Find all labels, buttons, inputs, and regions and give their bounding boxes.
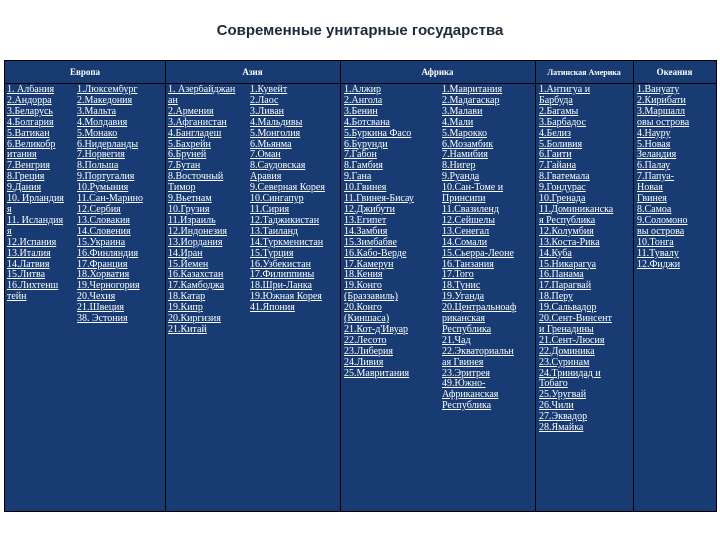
divider-africa-latam xyxy=(535,61,536,511)
country-entry: Тимор xyxy=(168,182,196,194)
country-entry: 6.Великобр xyxy=(7,138,56,150)
country-entry: 24.Тринидад и xyxy=(539,367,601,379)
country-entry: 41.Япония xyxy=(250,302,295,314)
country-entry: 22.Экваториальн xyxy=(442,345,514,357)
country-entry: 18.Хорватия xyxy=(77,269,130,281)
country-entry: 25.Уругвай xyxy=(539,389,587,401)
country-entry: 6.Мьянма xyxy=(250,138,292,150)
country-entry: Гвинея xyxy=(637,193,667,205)
country-entry: 13.Сенегал xyxy=(442,225,490,237)
country-entry: 13.Коста-Рика xyxy=(539,236,600,248)
country-entry: 23.Эритрея xyxy=(442,367,490,379)
country-entry: 5.Монако xyxy=(77,127,118,139)
country-entry: 10.Гренада xyxy=(539,193,586,205)
country-entry: 11.Гвинея-Бисау xyxy=(344,193,414,205)
country-entry: 11.Сирия xyxy=(250,203,290,215)
country-entry: 14.Латвия xyxy=(7,258,50,270)
country-entry: 28.Ямайка xyxy=(539,422,584,434)
country-entry: 3.Афганистан xyxy=(168,116,227,128)
country-entry: 13.Египет xyxy=(344,214,387,226)
country-entry: 21.Чад xyxy=(442,334,471,346)
country-entry: 7.Габон xyxy=(344,149,377,161)
country-entry: 10.Грузия xyxy=(168,203,210,215)
country-entry: 11.Тувалу xyxy=(637,247,679,259)
country-entry: 16.Танзания xyxy=(442,258,494,270)
country-entry: 17.Филиппины xyxy=(250,269,315,281)
country-entry: 7.Венгрия xyxy=(7,160,51,172)
europe-list-1 xyxy=(7,85,71,303)
country-entry: 10.Румыния xyxy=(77,182,129,194)
country-entry: 13.Таиланд xyxy=(250,225,299,237)
country-entry: 2.Лаос xyxy=(250,94,279,106)
country-entry: 16.Панама xyxy=(539,269,584,281)
country-entry: 3.Бенин xyxy=(344,105,378,117)
country-entry: 15.Турция xyxy=(250,247,294,259)
country-entry: 19.Кипр xyxy=(168,302,203,314)
country-entry: 15.Украина xyxy=(77,236,126,248)
country-entry: 10.Сингапур xyxy=(250,193,304,205)
country-entry: 8.Нигер xyxy=(442,160,476,172)
country-entry: 2.Багамы xyxy=(539,105,579,117)
country-entry: 1.Кувейт xyxy=(250,85,288,95)
country-entry: 21.Швеция xyxy=(77,302,124,314)
country-entry: 8.Восточный xyxy=(168,171,224,183)
country-entry: 1. Албания xyxy=(7,85,55,95)
country-entry: 23.Суринам xyxy=(539,356,590,368)
country-entry: 20.Чехия xyxy=(77,291,116,303)
country-entry: 15.Сьерра-Леоне xyxy=(442,247,514,259)
country-entry: 8.Гамбия xyxy=(344,160,383,172)
country-entry: 4.Молдавия xyxy=(77,116,128,128)
country-entry: 21.Кот-д'Ивуар xyxy=(344,323,409,335)
country-entry: 1.Алжир xyxy=(344,85,381,95)
country-entry: 4.Ботсвана xyxy=(344,116,390,128)
country-entry: 8.Саудовская xyxy=(250,160,306,172)
country-entry: 3.Барбадос xyxy=(539,116,586,128)
country-entry: 9.Руанда xyxy=(442,171,480,183)
country-entry: (Браззавиль) xyxy=(344,291,398,303)
country-entry: риканская xyxy=(442,313,486,325)
country-entry: 2.Мадагаскар xyxy=(442,94,500,106)
country-entry: 6.Бруней xyxy=(168,149,207,161)
country-entry: 14.Куба xyxy=(539,247,572,259)
country-entry: 6.Палау xyxy=(637,160,671,172)
country-entry: 17.Камерун xyxy=(344,258,394,270)
country-entry: 17.Камбоджа xyxy=(168,280,225,292)
country-entry: 20.Конго xyxy=(344,302,382,314)
divider-europe-asia xyxy=(165,61,166,511)
country-entry: 2.Андорра xyxy=(7,94,52,106)
asia-list-1 xyxy=(168,85,248,336)
country-entry: 2.Кирибати xyxy=(637,94,686,106)
header-oceania: Океания xyxy=(656,67,693,77)
country-entry: 10.Гвинея xyxy=(344,182,387,194)
country-entry: 8.Самоа xyxy=(637,203,672,215)
country-entry: 16.Узбекистан xyxy=(250,258,311,270)
country-entry: 1.Люксембург xyxy=(77,85,138,95)
europe-list-2 xyxy=(77,85,163,325)
country-entry: я xyxy=(7,203,12,215)
country-entry: 15.Никарагуа xyxy=(539,258,597,270)
country-entry: 9.Дания xyxy=(7,182,42,194)
country-entry: 7.Намибия xyxy=(442,149,488,161)
country-entry: ан xyxy=(168,94,178,106)
country-entry: 21.Китай xyxy=(168,323,207,335)
divider-asia-africa xyxy=(340,61,341,511)
country-entry: 4.Белиз xyxy=(539,127,571,139)
country-entry: 7.Бутан xyxy=(168,160,201,172)
africa-list-1 xyxy=(344,85,439,379)
country-entry: 17.Того xyxy=(442,269,474,281)
country-entry: Зеландия xyxy=(637,149,677,161)
country-entry: 14.Туркменистан xyxy=(250,236,324,248)
country-entry: 27.Эквадор xyxy=(539,411,588,423)
country-entry: Республика xyxy=(442,323,492,335)
country-entry: 6.Бурунди xyxy=(344,138,388,150)
country-entry: 2.Армения xyxy=(168,105,214,117)
country-entry: 12.Сейшелы xyxy=(442,214,495,226)
country-entry: 7.Гайана xyxy=(539,160,577,172)
country-entry: 7.Оман xyxy=(250,149,281,161)
country-entry: 3.Беларусь xyxy=(7,105,53,117)
country-entry: 13.Иордания xyxy=(168,236,223,248)
country-entry: 6.Мозамбик xyxy=(442,138,494,150)
country-entry: 23.Либерия xyxy=(344,345,393,357)
country-entry: 11.Израиль xyxy=(168,214,216,226)
country-entry: 18.Тунис xyxy=(442,280,481,292)
country-entry: 12.Сербия xyxy=(77,203,121,215)
header-divider xyxy=(5,83,716,84)
country-entry: 12.Индонезия xyxy=(168,225,227,237)
country-entry: Новая xyxy=(637,182,663,194)
country-entry: (Киншаса) xyxy=(344,313,390,325)
divider-latam-oceania xyxy=(633,61,634,511)
country-entry: 4.Болгария xyxy=(7,116,54,128)
country-entry: 4.Мали xyxy=(442,116,474,128)
country-entry: 4.Мальдивы xyxy=(250,116,303,128)
country-entry: 12.Испания xyxy=(7,236,57,248)
header-asia: Азия xyxy=(242,67,263,77)
country-entry: 26.Чили xyxy=(539,400,574,412)
country-entry: 9.Северная Корея xyxy=(250,182,325,194)
country-entry: 11.Сан-Марино xyxy=(77,193,143,205)
country-entry: 13.Италия xyxy=(7,247,51,259)
country-entry: 11. Исландия xyxy=(7,214,64,226)
country-entry: Республика xyxy=(442,400,492,412)
country-entry: 9.Гана xyxy=(344,171,372,183)
country-entry: 17.Парагвай xyxy=(539,280,592,292)
country-entry: 14.Сомали xyxy=(442,236,488,248)
oceania-list xyxy=(637,85,715,270)
country-entry: 15.Литва xyxy=(7,269,46,281)
header-africa: Африка xyxy=(421,67,454,77)
country-entry: 19.Уганда xyxy=(442,291,485,303)
country-entry: 19.Конго xyxy=(344,280,382,292)
country-entry: 17.Франция xyxy=(77,258,128,270)
country-entry: 5.Ватикан xyxy=(7,127,50,139)
country-entry: 22.Лесото xyxy=(344,334,387,346)
country-entry: 6.Нидерланды xyxy=(77,138,139,150)
country-entry: 11.Доминиканска xyxy=(539,203,614,215)
country-entry: 9.Гондурас xyxy=(539,182,586,194)
country-entry: 5.Марокко xyxy=(442,127,488,139)
country-entry: Тобаго xyxy=(539,378,568,390)
country-entry: 3.Мальта xyxy=(77,105,117,117)
country-entry: 3.Маршалл xyxy=(637,105,686,117)
country-entry: 9.Португалия xyxy=(77,171,135,183)
country-entry: 6.Гаити xyxy=(539,149,572,161)
country-entry: 18.Перу xyxy=(539,291,574,303)
country-entry: 21.Сент-Люсия xyxy=(539,334,605,346)
country-entry: 18.Шри-Ланка xyxy=(250,280,312,292)
country-entry: овы острова xyxy=(637,116,690,128)
country-entry: 5.Новая xyxy=(637,138,671,150)
country-entry: 7.Норвегия xyxy=(77,149,125,161)
country-entry: 15.Йемен xyxy=(168,258,209,270)
country-entry: Принсипи xyxy=(442,193,486,205)
country-entry: я Республика xyxy=(539,214,596,226)
country-entry: Африканская xyxy=(442,389,499,401)
country-entry: 18.Кения xyxy=(344,269,383,281)
country-entry: 10.Сан-Томе и xyxy=(442,182,504,194)
latin-america-list xyxy=(539,85,631,434)
country-entry: 10. Ирландия xyxy=(7,193,64,205)
country-entry: 7.Папуа- xyxy=(637,171,675,183)
header-latin-america: Латинская Америка xyxy=(547,67,621,77)
country-entry: 10.Тонга xyxy=(637,236,674,248)
country-entry: итания xyxy=(7,149,37,161)
country-entry: 20.Сент-Винсент xyxy=(539,313,612,325)
country-entry: 3.Ливан xyxy=(250,105,285,117)
country-entry: 16.Казахстан xyxy=(168,269,224,281)
country-entry: ая Гвинея xyxy=(442,356,484,368)
header-europe: Европа xyxy=(69,67,101,77)
country-entry: 5.Буркина Фасо xyxy=(344,127,412,139)
country-entry: 11.Свазиленд xyxy=(442,203,499,215)
country-entry: я xyxy=(7,225,12,237)
country-entry: 14.Иран xyxy=(168,247,203,259)
country-entry: 13.Словакия xyxy=(77,214,130,226)
country-entry: и Гренадины xyxy=(539,323,594,335)
country-entry: 19.Черногория xyxy=(77,280,140,292)
unitary-states-table xyxy=(4,60,717,512)
country-entry: 18.Катар xyxy=(168,291,206,303)
country-entry: 14.Словения xyxy=(77,225,131,237)
country-entry: 9.Соломоно xyxy=(637,214,688,226)
country-entry: 8.Греция xyxy=(7,171,45,183)
country-entry: 2.Ангола xyxy=(344,94,383,106)
country-entry: 19.Южная Корея xyxy=(250,291,322,303)
page-title: Современные унитарные государства xyxy=(216,22,504,39)
country-entry: 5.Монголия xyxy=(250,127,301,139)
country-entry: 12.Таджикистан xyxy=(250,214,320,226)
country-entry: 4.Бангладеш xyxy=(168,127,222,139)
country-entry: 12.Фиджи xyxy=(637,258,681,270)
africa-list-2 xyxy=(442,85,534,412)
country-entry: 8.Польша xyxy=(77,160,119,172)
country-entry: 16.Финляндия xyxy=(77,247,139,259)
country-entry: 1.Мавритания xyxy=(442,85,503,95)
country-entry: 25.Мавритания xyxy=(344,367,410,379)
country-entry: 12.Колумбия xyxy=(539,225,594,237)
country-entry: 22.Доминика xyxy=(539,345,595,357)
country-entry: 2.Македония xyxy=(77,94,133,106)
country-entry: 14.Замбия xyxy=(344,225,388,237)
country-entry: 1.Антигуа и xyxy=(539,85,591,95)
country-entry: 49.Южно- xyxy=(442,378,486,390)
country-entry: 20.Центральноаф xyxy=(442,302,517,314)
country-entry: 5.Боливия xyxy=(539,138,583,150)
country-entry: 5.Бахрейн xyxy=(168,138,211,150)
country-entry: тейн xyxy=(7,291,27,303)
country-entry: вы острова xyxy=(637,225,685,237)
country-entry: 24.Ливия xyxy=(344,356,384,368)
country-entry: 1. Азербайджан xyxy=(168,85,236,95)
country-entry: Аравия xyxy=(250,171,282,183)
country-entry: 3.Малави xyxy=(442,105,483,117)
country-entry: 15.Зимбабве xyxy=(344,236,397,248)
country-entry: 16.Кабо-Верде xyxy=(344,247,407,259)
country-entry: Барбуда xyxy=(539,94,573,106)
country-entry: 20.Киргизия xyxy=(168,313,221,325)
asia-list-2 xyxy=(250,85,338,314)
country-entry: 8.Гватемала xyxy=(539,171,590,183)
country-entry: 19.Сальвадор xyxy=(539,302,597,314)
country-entry: 16.Лихтенш xyxy=(7,280,59,292)
country-entry: 38. Эстония xyxy=(77,313,128,325)
country-entry: 1.Вануату xyxy=(637,85,680,95)
country-entry: 9.Вьетнам xyxy=(168,193,212,205)
country-entry: 12.Джибути xyxy=(344,203,396,215)
country-entry: 4.Науру xyxy=(637,127,671,139)
